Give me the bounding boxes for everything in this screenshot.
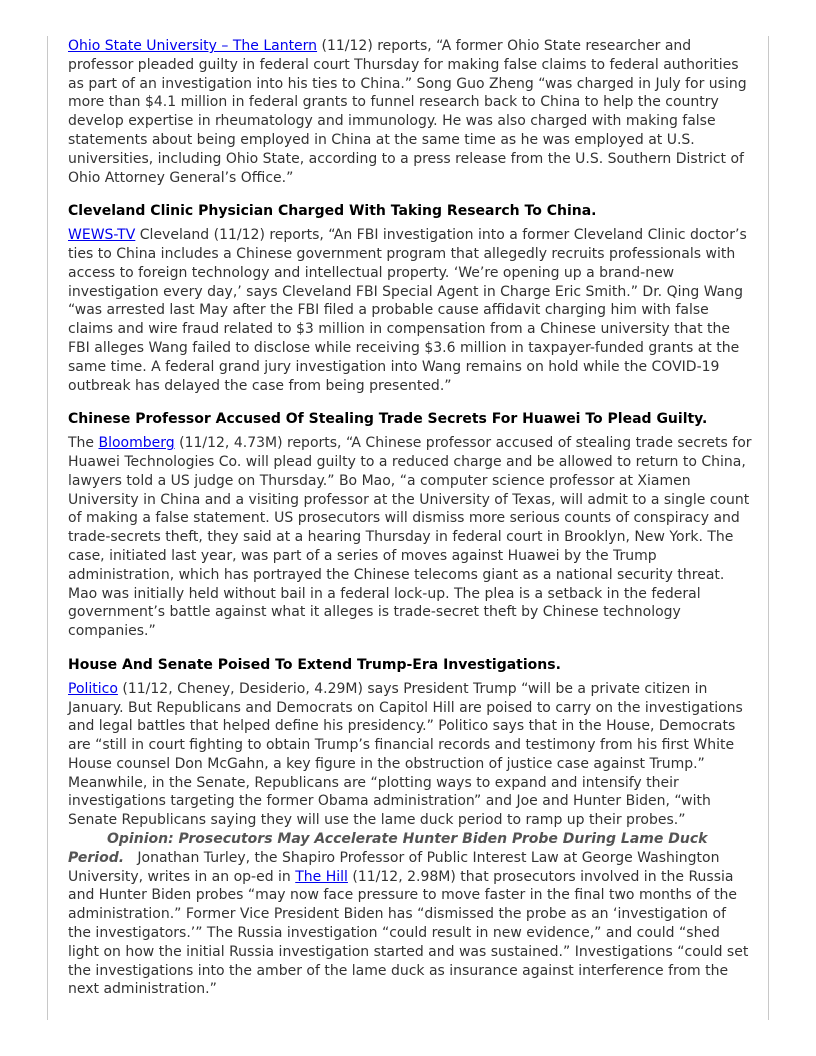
article-paragraph	[68, 680, 752, 830]
article-prefix: The	[68, 435, 99, 452]
article-text: (11/12, Cheney, Desiderio, 4.29M) says President Trump “will be a private citizen in January. But Republicans and Democrats on Capitol Hill are poised to carry on the investigations and legal battles that helped define his presidency.” Politico says that in the House, Democrats are “still in court fighting to obtain Trump’s financial records and testimony from his first White House counsel Don McGahn, a key figure in the obstruction of justice case against Trump.” Meanwhile, in the Senate, Republicans are “plotting ways to expand and intensify their investigations targeting the former Obama administration” and Joe and Hunter Biden, “with Senate Republicans saying they will use the lame duck period to ramp up their probes.”	[68, 680, 743, 829]
headline-trump-investigations: House And Senate Poised To Extend Trump-Era Investigations.	[68, 656, 561, 673]
article-text: (11/12) reports, “A former Ohio State researcher and professor pleaded guilty in federal court Thursday for making false claims to federal authorities as part of an investigation into his ties to China.” Song Guo Zheng “was charged in July for using more than $4.1 million in federal grants to funnel research back to China to help the country develop expertise in rheumatology and immunology. He was also charged with making false statements about being employed in China at the same time as he was employed at U.S. universities, including Ohio State, according to a press release from the U.S. Southern District of Ohio Attorney General’s Office.”	[68, 38, 747, 186]
opinion-paragraph	[68, 830, 752, 999]
right-margin-rule	[768, 36, 769, 1020]
source-link-the-hill[interactable]: The Hill	[295, 868, 348, 885]
left-margin-rule	[47, 36, 48, 1020]
article-text: Cleveland (11/12) reports, “An FBI investigation into a former Cleveland Clinic doctor’s ties to China includes a Chinese government program that allegedly recruits professionals with access to foreign technology and intellectual property. ‘We’re opening up a brand-new investigation every day,’ says Cleveland FBI Special Agent in Charge Eric Smith.” Dr. Qing Wang “was arrested last May after the FBI filed a probable cause affidavit charging him with false claims and wire fraud related to $3 million in compensation from a Chinese university that the FBI alleges Wang failed to disclose while receiving $3.6 million in taxpayer-funded grants at the same time. A federal grand jury investigation into Wang remains on hold while the COVID-19 outbreak has delayed the case from being presented.”	[68, 227, 747, 394]
headline-cleveland-clinic: Cleveland Clinic Physician Charged With Taking Research To China.	[68, 203, 597, 220]
opinion-text-after: (11/12, 2.98M) that prosecutors involved in the Russia and Hunter Biden probes “may now face pressure to move faster in the final two months of the administration.” Former Vice President Biden has “dismissed the probe as an ‘investigation of the investigators.’” The Russia investigation “could result in new evidence,” and could “shed light on how the initial Russia investigation started and was sustained.” Investigations “could set the investigations into the amber of the lame duck as insurance against interference from the next administration.”	[68, 868, 749, 998]
source-link-ohio-state-lantern[interactable]: Ohio State University – The Lantern	[68, 38, 318, 54]
source-link-bloomberg[interactable]: Bloomberg	[98, 435, 175, 452]
opinion-text-before: Jonathan Turley, the Shapiro Professor of Public Interest Law at George Washington University, writes in an op-ed in	[68, 849, 724, 885]
article-text: (11/12, 4.73M) reports, “A Chinese professor accused of stealing trade secrets for Huawei Technologies Co. will plead guilty to a reduced charge and be allowed to return to China, lawyers told a US judge on Thursday.” Bo Mao, “a computer science professor at Xiamen University in China and a visiting professor at the University of Texas, will admit to a single count of making a false statement. US prosecutors will dismiss more serious counts of conspiracy and trade-secrets theft, they said at a hearing Thursday in federal court in Brooklyn, New York. The case, initiated last year, was part of a series of moves against Huawei by the Trump administration, which has portrayed the Chinese telecoms giant as a national security threat. Mao was initially held without bail in a federal lock-up. The plea is a setback in the federal government’s battle against what it alleges is trade-secret theft by Chinese technology companies.”	[68, 435, 752, 640]
headline-huawei-professor: Chinese Professor Accused Of Stealing Trade Secrets For Huawei To Plead Guilty.	[68, 411, 708, 428]
newsletter-content	[68, 37, 752, 999]
source-link-wews-tv[interactable]: WEWS-TV	[68, 227, 136, 244]
source-link-politico[interactable]: Politico	[68, 680, 118, 697]
article-paragraph	[68, 226, 752, 395]
opinion-title: Opinion: Prosecutors May Accelerate Hunter Biden Probe During Lame Duck Period.	[68, 831, 708, 866]
article-paragraph	[68, 37, 752, 187]
article-paragraph	[68, 434, 752, 641]
